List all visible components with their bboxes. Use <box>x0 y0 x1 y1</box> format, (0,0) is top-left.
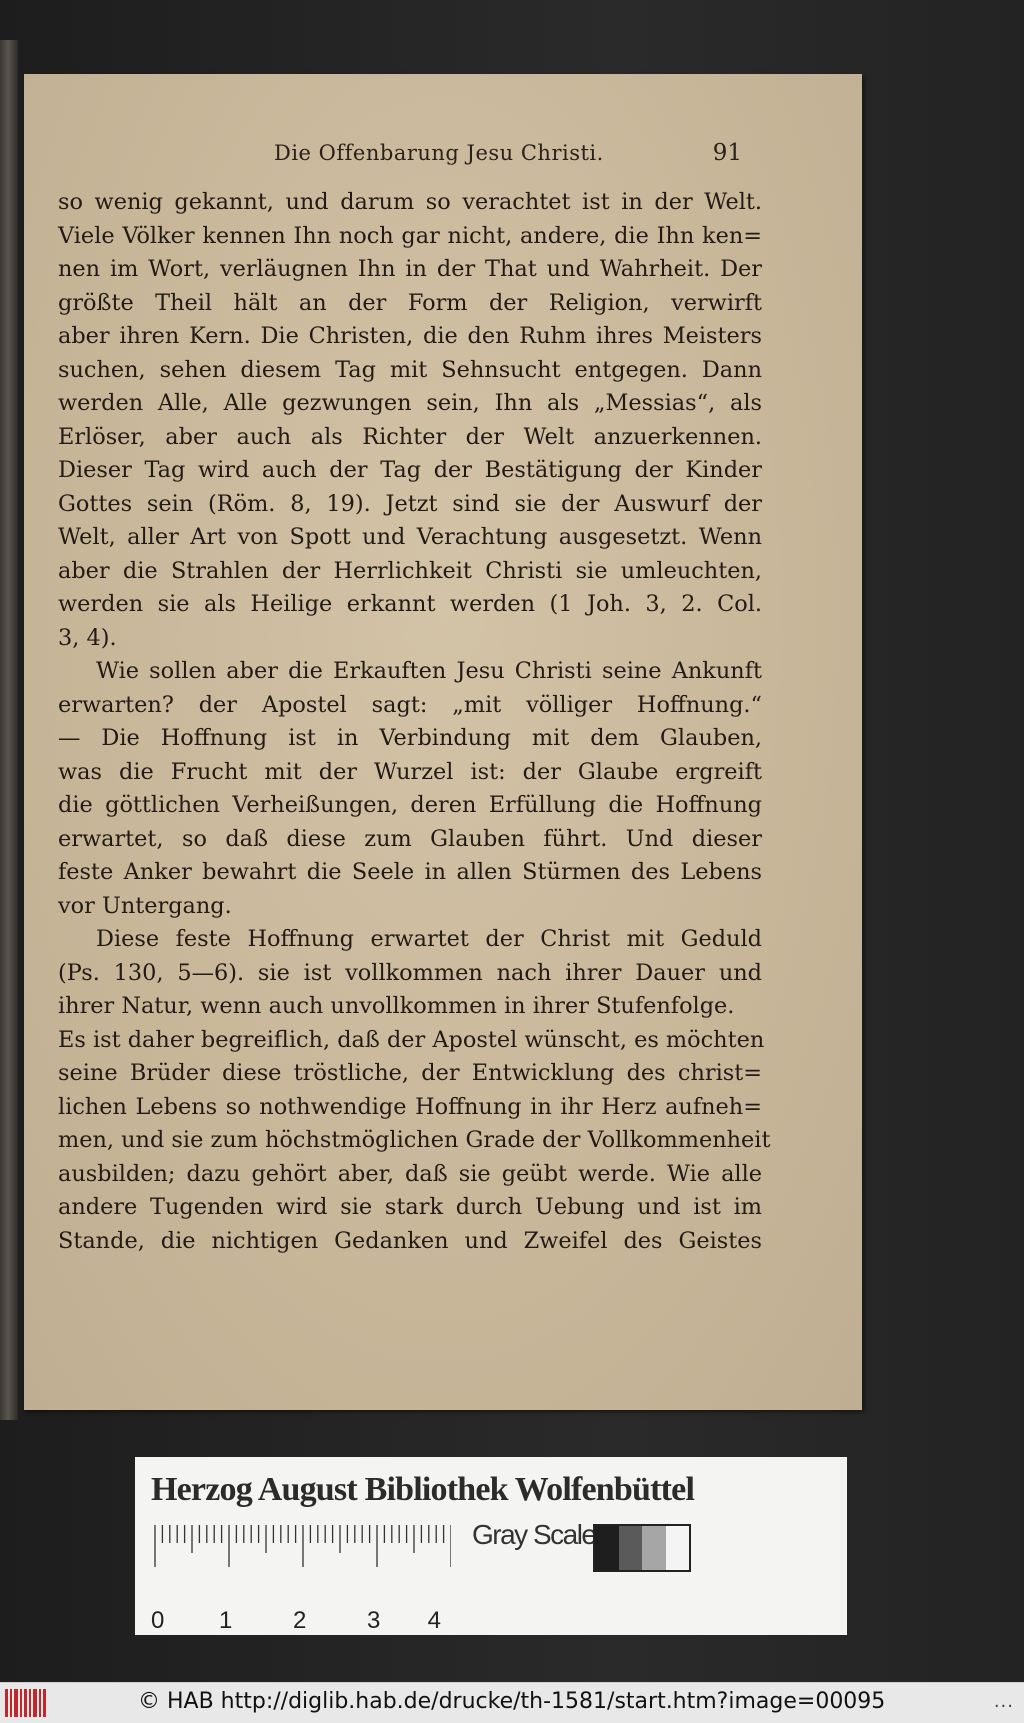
text-line: werden Alle, Alle gezwungen sein, Ihn als „Messias“, als <box>58 390 762 416</box>
text-line: ausbilden; dazu gehört aber, daß sie geübt werde. Wie alle <box>58 1160 762 1187</box>
text-line: feste Anker bewahrt die Seele in allen Stürmen des Lebens <box>58 859 762 885</box>
ruler-label: 1 <box>219 1607 233 1633</box>
text-line: aber ihren Kern. Die Christen, die den Ruhm ihres Meisters <box>58 323 762 349</box>
book-page <box>24 74 862 1410</box>
text-line: werden sie als Heilige erkannt werden (1 Joh. 3, 2. Col. <box>58 591 762 617</box>
page-number: 91 <box>712 140 742 166</box>
gray-swatch-patch <box>642 1526 666 1570</box>
text-line: Erlöser, aber auch als Richter der Welt anzuerkennen. <box>58 423 762 450</box>
gray-swatch-patch <box>595 1526 619 1570</box>
text-line: lichen Lebens so nothwendige Hoffnung in ihr Herz aufneh= <box>58 1093 762 1120</box>
text-line: Welt, aller Art von Spott und Verachtung ausgesetzt. Wenn <box>58 524 762 550</box>
running-title: Die Offenbarung Jesu Christi. <box>274 141 604 165</box>
text-line: was die Frucht mit der Wurzel ist: der Glaube ergreift <box>58 758 762 785</box>
text-line: andere Tugenden wird sie stark durch Uebung und ist im <box>58 1194 762 1220</box>
text-line: größte Theil hält an der Form der Religion, verwirft <box>58 289 762 316</box>
text-line: Viele Völker kennen Ihn noch gar nicht, andere, die Ihn ken= <box>58 222 762 249</box>
gray-scale-label: Gray Scale <box>472 1519 596 1550</box>
gray-swatch-patch <box>619 1526 643 1570</box>
text-line: aber die Strahlen der Herrlichkeit Christi sie umleuchten, <box>58 557 762 584</box>
running-head <box>134 140 742 166</box>
text-line: seine Brüder diese tröstliche, der Entwicklung des christ= <box>58 1060 762 1086</box>
text-line: Wie sollen aber die Erkauften Jesu Christi seine Ankunft <box>96 658 762 684</box>
text-line: vor Untergang. <box>58 892 232 919</box>
text-line: Gottes sein (Röm. 8, 19). Jetzt sind sie der Auswurf der <box>58 490 762 517</box>
text-line: die göttlichen Verheißungen, deren Erfüllung die Hoffnung <box>58 792 762 818</box>
book-spine-edge <box>0 40 18 1420</box>
text-line: suchen, sehen diesem Tag mit Sehnsucht entgegen. Dann <box>58 356 762 383</box>
library-name: Herzog August Bibliothek Wolfenbüttel <box>151 1471 695 1508</box>
gray-swatch-patch <box>666 1526 690 1570</box>
ruler-label: 0 <box>151 1607 165 1633</box>
more-options-icon[interactable]: ... <box>993 1691 1014 1712</box>
text-line: erwarten? der Apostel sagt: „mit völliger Hoffnung.“ <box>58 691 762 718</box>
ruler-label: 2 <box>293 1607 307 1633</box>
text-line: Dieser Tag wird auch der Tag der Bestätigung der Kinder <box>58 457 762 483</box>
gray-scale-swatch <box>593 1524 691 1572</box>
text-line: Stande, die nichtigen Gedanken und Zweifel des Geistes <box>58 1227 762 1254</box>
color-target-card <box>135 1457 847 1635</box>
footer-bar <box>0 1682 1024 1723</box>
text-line: erwartet, so daß diese zum Glauben führt. Und dieser <box>58 825 762 852</box>
text-line: Es ist daher begreiflich, daß der Apostel wünscht, es möchten <box>58 1026 765 1053</box>
text-line: men, und sie zum höchstmöglichen Grade der Vollkommenheit <box>58 1127 771 1153</box>
source-credit-link[interactable]: © HAB http://diglib.hab.de/drucke/th-1581/start.htm?image=00095 <box>138 1689 886 1714</box>
measurement-ruler <box>151 1523 451 1633</box>
body-text <box>58 186 771 1258</box>
barcode-logo-icon[interactable] <box>4 1686 48 1720</box>
text-line: so wenig gekannt, und darum so verachtet ist in der Welt. <box>58 189 762 215</box>
text-line: — Die Hoffnung ist in Verbindung mit dem Glauben, <box>58 725 762 751</box>
text-line: (Ps. 130, 5—6). sie ist vollkommen nach ihrer Dauer und <box>58 959 762 986</box>
ruler-label: 3 <box>367 1607 381 1633</box>
text-line: nen im Wort, verläugnen Ihn in der That und Wahrheit. Der <box>58 256 762 282</box>
text-line: 3, 4). <box>58 624 117 651</box>
text-line: Diese feste Hoffnung erwartet der Christ mit Geduld <box>96 926 762 952</box>
ruler-label: 4 <box>427 1607 441 1633</box>
text-line: ihrer Natur, wenn auch unvollkommen in ihrer Stufenfolge. <box>58 993 735 1019</box>
